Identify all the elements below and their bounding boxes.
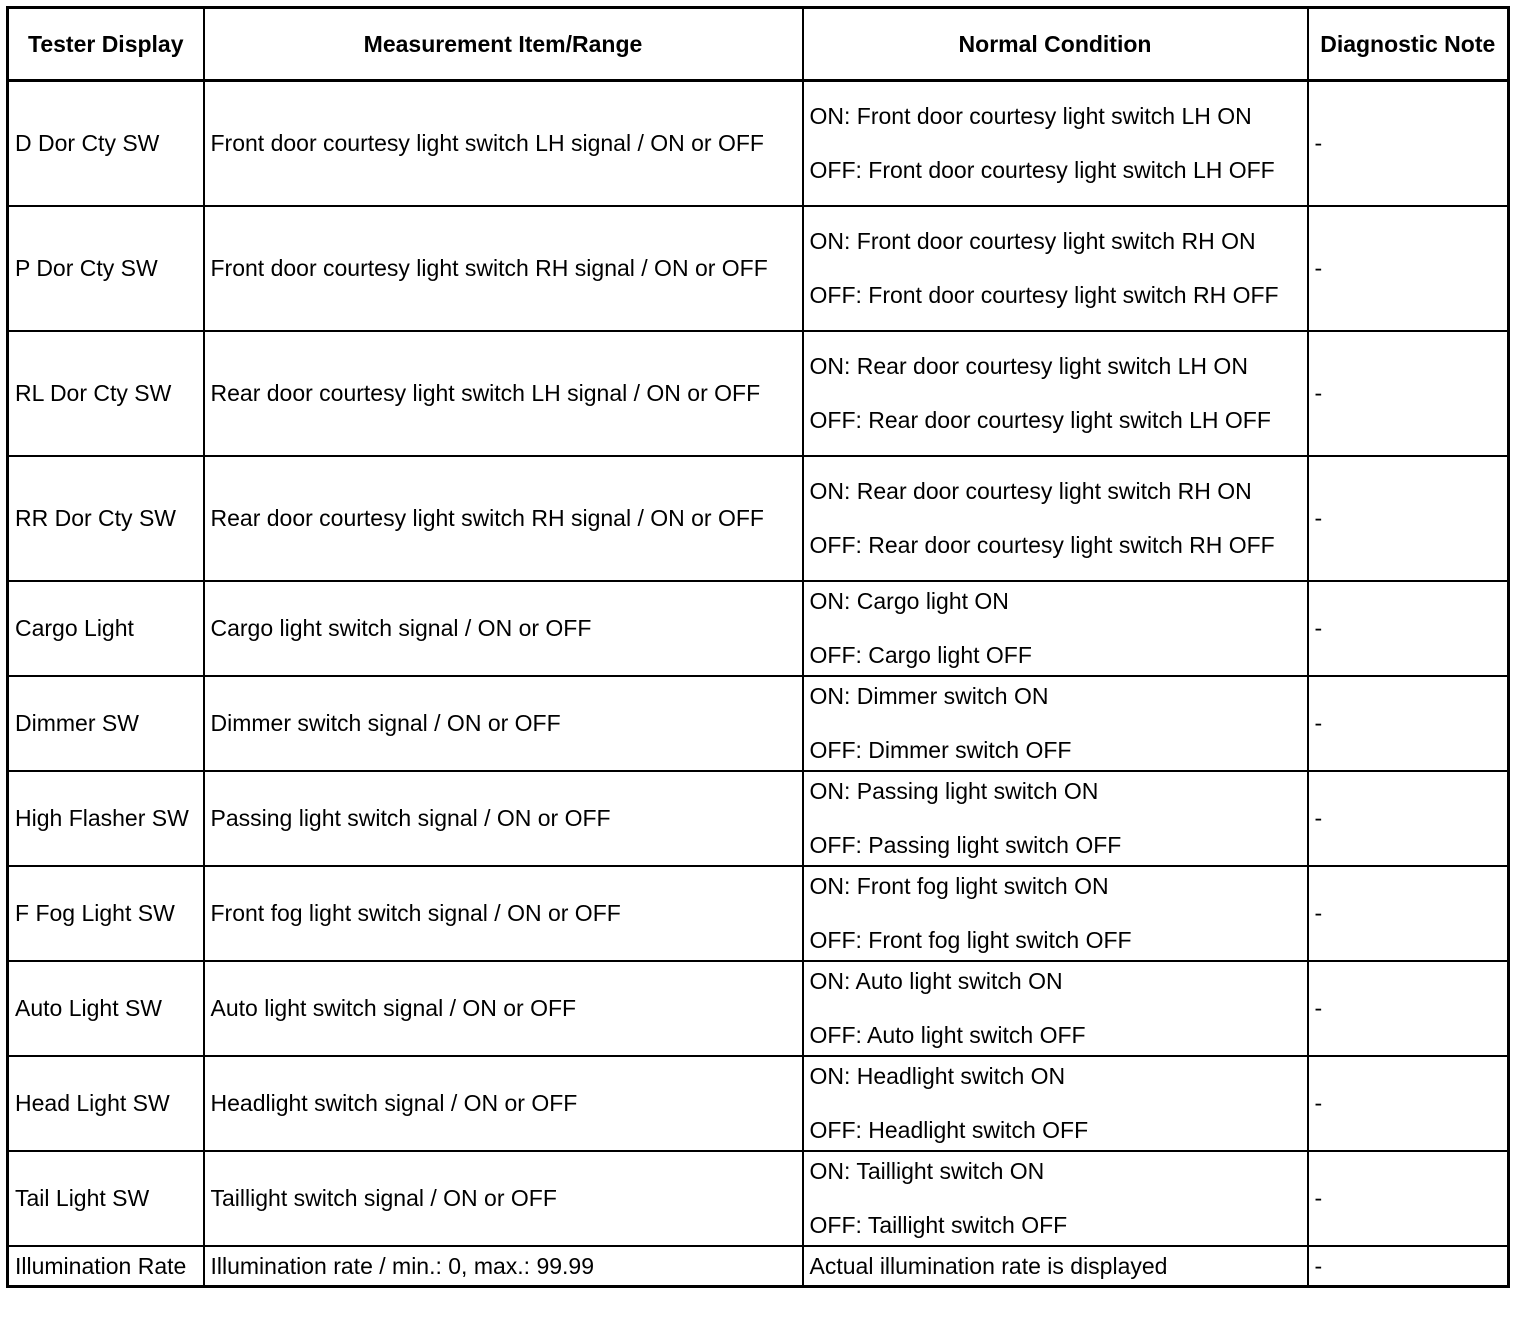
header-measurement: Measurement Item/Range [204,8,803,81]
cell-measurement: Front door courtesy light switch RH signal / ON or OFF [204,206,803,331]
cell-measurement: Dimmer switch signal / ON or OFF [204,676,803,771]
condition-on: ON: Cargo light ON [809,588,1009,614]
condition-off: OFF: Rear door courtesy light switch LH OFF [809,407,1271,433]
cell-normal-condition [803,1056,1308,1151]
table-row [8,676,1509,771]
cell-tester-display: D Dor Cty SW [8,81,204,207]
cell-normal-condition [803,1151,1308,1246]
table-row [8,1246,1509,1287]
condition-on: ON: Dimmer switch ON [809,683,1049,709]
cell-tester-display: Cargo Light [8,581,204,676]
cell-tester-display: Head Light SW [8,1056,204,1151]
cell-diagnostic-note: - [1308,206,1509,331]
cell-tester-display: Tail Light SW [8,1151,204,1246]
condition-off: OFF: Front fog light switch OFF [809,927,1132,953]
cell-measurement: Illumination rate / min.: 0, max.: 99.99 [204,1246,803,1287]
cell-diagnostic-note: - [1308,456,1509,581]
cell-normal-condition [803,456,1308,581]
cell-tester-display: Auto Light SW [8,961,204,1056]
table-row [8,771,1509,866]
cell-diagnostic-note: - [1308,1246,1509,1287]
cell-normal-condition [803,676,1308,771]
condition-off: OFF: Auto light switch OFF [809,1022,1086,1048]
cell-tester-display: Dimmer SW [8,676,204,771]
cell-diagnostic-note: - [1308,81,1509,207]
cell-normal-condition [803,331,1308,456]
condition-on: ON: Front fog light switch ON [809,873,1109,899]
cell-diagnostic-note: - [1308,676,1509,771]
cell-normal-condition: Actual illumination rate is displayed [803,1246,1308,1287]
table-row [8,81,1509,207]
header-normal-condition: Normal Condition [803,8,1308,81]
condition-off: OFF: Headlight switch OFF [809,1117,1089,1143]
cell-measurement: Passing light switch signal / ON or OFF [204,771,803,866]
cell-diagnostic-note: - [1308,961,1509,1056]
condition-off: OFF: Dimmer switch OFF [809,737,1072,763]
condition-on: ON: Rear door courtesy light switch LH ON [809,353,1248,379]
cell-tester-display: P Dor Cty SW [8,206,204,331]
condition-off: OFF: Taillight switch OFF [809,1212,1068,1238]
table-row [8,456,1509,581]
condition-off: OFF: Front door courtesy light switch RH OFF [809,282,1279,308]
condition-on: ON: Passing light switch ON [809,778,1099,804]
cell-measurement: Front fog light switch signal / ON or OFF [204,866,803,961]
cell-measurement: Cargo light switch signal / ON or OFF [204,581,803,676]
table-row [8,961,1509,1056]
condition-off: OFF: Front door courtesy light switch LH OFF [809,157,1275,183]
cell-measurement: Taillight switch signal / ON or OFF [204,1151,803,1246]
cell-diagnostic-note: - [1308,331,1509,456]
condition-on: ON: Auto light switch ON [809,968,1063,994]
table-row [8,331,1509,456]
cell-normal-condition [803,866,1308,961]
header-diagnostic-note: Diagnostic Note [1308,8,1509,81]
table-row [8,1151,1509,1246]
cell-diagnostic-note: - [1308,1151,1509,1246]
cell-tester-display: F Fog Light SW [8,866,204,961]
table-row [8,866,1509,961]
condition-off: OFF: Rear door courtesy light switch RH OFF [809,532,1275,558]
condition-off: OFF: Passing light switch OFF [809,832,1122,858]
condition-off: OFF: Cargo light OFF [809,642,1032,668]
cell-normal-condition [803,206,1308,331]
cell-normal-condition [803,961,1308,1056]
table-row [8,206,1509,331]
condition-on: ON: Front door courtesy light switch RH ON [809,228,1256,254]
cell-tester-display: Illumination Rate [8,1246,204,1287]
cell-measurement: Rear door courtesy light switch LH signal / ON or OFF [204,331,803,456]
cell-measurement: Headlight switch signal / ON or OFF [204,1056,803,1151]
header-tester-display: Tester Display [8,8,204,81]
cell-normal-condition [803,771,1308,866]
cell-tester-display: RL Dor Cty SW [8,331,204,456]
condition-on: ON: Rear door courtesy light switch RH ON [809,478,1252,504]
cell-diagnostic-note: - [1308,866,1509,961]
cell-measurement: Auto light switch signal / ON or OFF [204,961,803,1056]
cell-diagnostic-note: - [1308,771,1509,866]
cell-measurement: Front door courtesy light switch LH signal / ON or OFF [204,81,803,207]
cell-tester-display: High Flasher SW [8,771,204,866]
cell-measurement: Rear door courtesy light switch RH signal / ON or OFF [204,456,803,581]
cell-diagnostic-note: - [1308,581,1509,676]
condition-on: ON: Headlight switch ON [809,1063,1066,1089]
cell-normal-condition [803,81,1308,207]
cell-normal-condition [803,581,1308,676]
table-row [8,581,1509,676]
condition-on: ON: Taillight switch ON [809,1158,1045,1184]
cell-diagnostic-note: - [1308,1056,1509,1151]
cell-tester-display: RR Dor Cty SW [8,456,204,581]
table-header-row [8,8,1509,81]
data-list-table [6,6,1510,1288]
condition-on: ON: Front door courtesy light switch LH ON [809,103,1252,129]
table-row [8,1056,1509,1151]
